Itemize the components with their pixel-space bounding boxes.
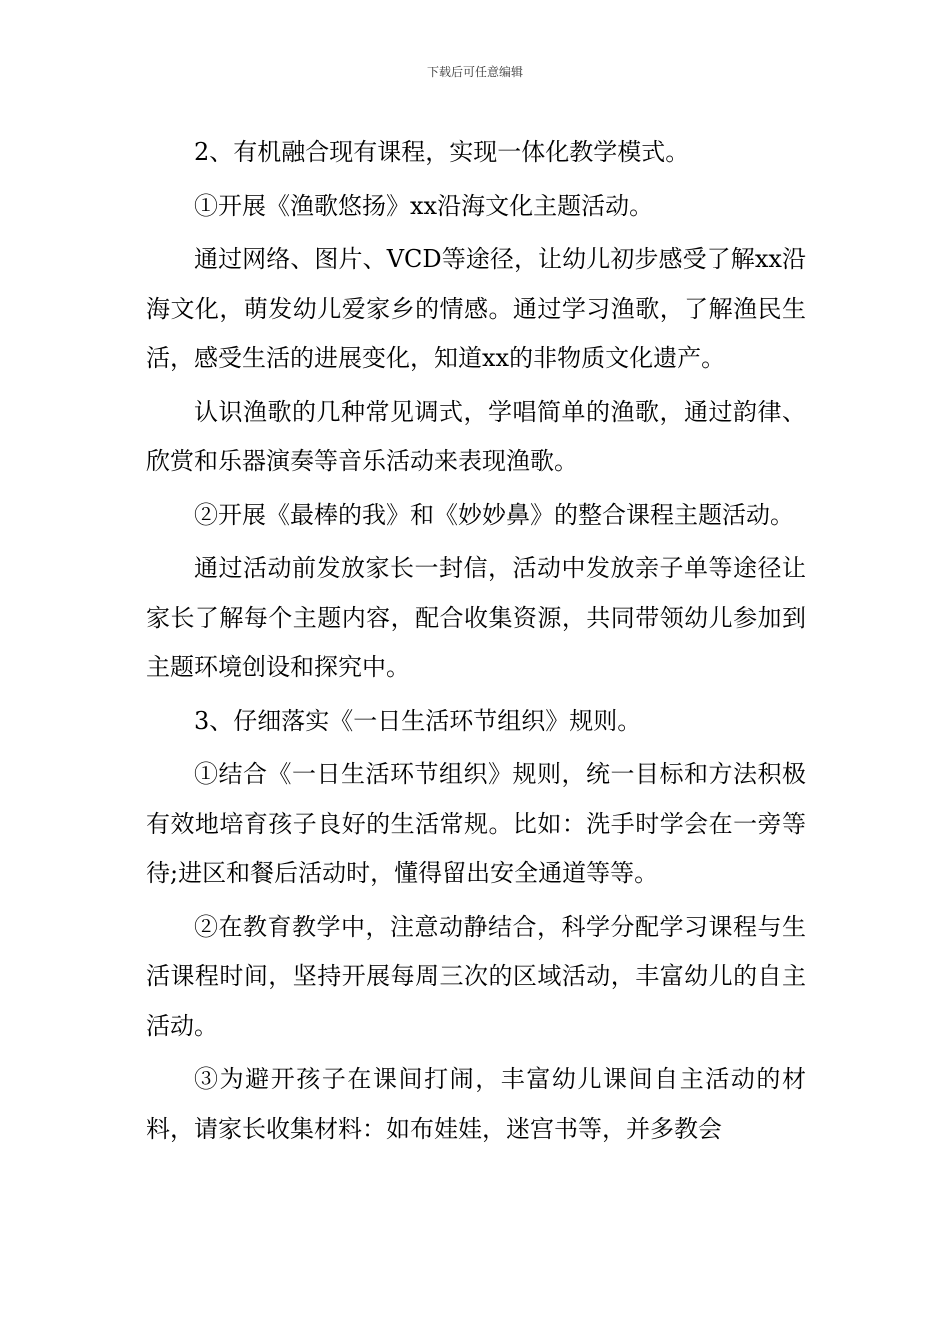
paragraph: ②在教育教学中，注意动静结合，科学分配学习课程与生活课程时间，坚持开展每周三次的区域活动，丰富幼儿的自主活动。 [146, 912, 806, 1040]
paragraph: 通过网络、图片、VCD等途径，让幼儿初步感受了解xx沿海文化，萌发幼儿爱家乡的情感。通过学习渔歌，了解渔民生活，感受生活的进展变化，知道xx的非物质文化遗产。 [146, 245, 806, 372]
paragraph: 2、有机融合现有课程，实现一体化教学模式。 [194, 138, 690, 166]
paragraph: ①结合《一日生活环节组织》规则，统一目标和方法积极有效地培育孩子良好的生活常规。比如：洗手时学会在一旁等待;进区和餐后活动时，懂得留出安全通道等等。 [146, 760, 806, 887]
paragraph: 通过活动前发放家长一封信，活动中发放亲子单等途径让家长了解每个主题内容，配合收集资源，共同带领幼儿参加到主题环境创设和探究中。 [146, 554, 806, 681]
page-header: 下载后可任意编辑 [426, 65, 523, 79]
paragraph: ②开展《最棒的我》和《妙妙鼻》的整合课程主题活动。 [194, 500, 794, 529]
paragraph: 认识渔歌的几种常见调式，学唱简单的渔歌，通过韵律、欣赏和乐器演奏等音乐活动来表现渔歌。 [146, 397, 806, 475]
paragraph: ①开展《渔歌悠扬》xx沿海文化主题活动。 [194, 191, 654, 220]
paragraph: 3、仔细落实《一日生活环节组织》规则。 [194, 706, 642, 735]
paragraph: ③为避开孩子在课间打闹，丰富幼儿课间自主活动的材料，请家长收集材料：如布娃娃，迷宫书等，并多教会 [146, 1065, 806, 1143]
document-body [146, 128, 806, 1158]
